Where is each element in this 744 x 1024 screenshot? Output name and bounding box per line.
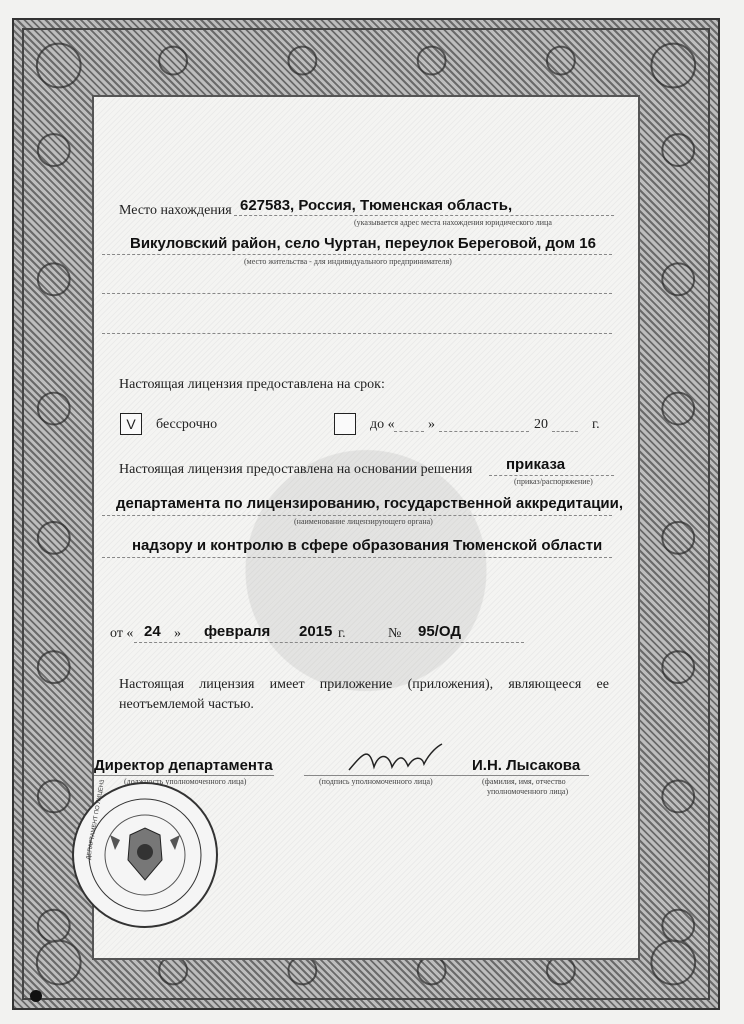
- date-from-label: от «: [110, 626, 134, 641]
- underline: [134, 642, 524, 643]
- until-close: »: [428, 417, 435, 432]
- official-seal: [70, 780, 220, 930]
- signer-position: Директор департамента: [94, 757, 273, 774]
- date-year: 2015: [299, 623, 333, 640]
- day-blank: [394, 431, 424, 432]
- location-hint2: (место жительства - для индивидуального предпринимателя): [244, 257, 452, 266]
- location-line2: Викуловский район, село Чуртан, переулок Береговой, дом 16: [130, 235, 596, 252]
- signature-image: [344, 742, 444, 777]
- name-hint-2: уполномоченного лица): [487, 787, 569, 796]
- authority-hint: (наименование лицензирующего органа): [294, 517, 433, 526]
- underline: [464, 775, 589, 776]
- number-label: №: [388, 626, 402, 641]
- decision-type: приказа: [506, 456, 566, 473]
- until-label: до «: [370, 417, 395, 432]
- underline: [304, 775, 464, 776]
- blank-line: [102, 293, 612, 294]
- underline: [102, 254, 612, 255]
- location-label: Место нахождения: [119, 203, 232, 218]
- date-close: »: [174, 626, 181, 641]
- until-checkbox[interactable]: [334, 413, 356, 435]
- underline: [102, 515, 612, 516]
- signer-name: И.Н. Лысакова: [472, 757, 581, 774]
- location-hint1: (указывается адрес места нахождения юридического лица: [354, 218, 552, 227]
- decision-hint: (приказ/распоряжение): [514, 477, 593, 486]
- signature-hint: (подпись уполномоченного лица): [319, 777, 433, 786]
- month-blank: [439, 431, 529, 432]
- basis-label: Настоящая лицензия предоставлена на основании решения: [119, 462, 473, 477]
- punch-hole: [30, 990, 42, 1002]
- year-prefix: 20: [534, 417, 548, 432]
- date-day: 24: [144, 623, 161, 640]
- order-number: 95/ОД: [418, 623, 462, 640]
- indefinite-checkbox[interactable]: V: [120, 413, 142, 435]
- date-year-suffix: г.: [338, 626, 346, 641]
- location-line1: 627583, Россия, Тюменская область,: [240, 197, 513, 214]
- underline: [102, 557, 612, 558]
- position-hint: (должность уполномоченного лица): [124, 777, 247, 786]
- underline: [94, 775, 274, 776]
- authority-line2: надзору и контролю в сфере образования Тюменской области: [132, 537, 603, 554]
- year-blank: [552, 431, 578, 432]
- indefinite-label: бессрочно: [156, 417, 218, 432]
- appendix-text: Настоящая лицензия имеет приложение (приложения), являющееся ее неотъемлемой частью.: [119, 677, 609, 712]
- underline: [489, 475, 614, 476]
- blank-line: [102, 333, 612, 334]
- name-hint-1: (фамилия, имя, отчество: [482, 777, 566, 786]
- underline: [234, 215, 614, 216]
- date-month: февраля: [204, 623, 271, 640]
- year-suffix: г.: [592, 417, 600, 432]
- term-label: Настоящая лицензия предоставлена на срок:: [119, 377, 385, 392]
- authority-line1: департамента по лицензированию, государственной аккредитации,: [116, 495, 624, 512]
